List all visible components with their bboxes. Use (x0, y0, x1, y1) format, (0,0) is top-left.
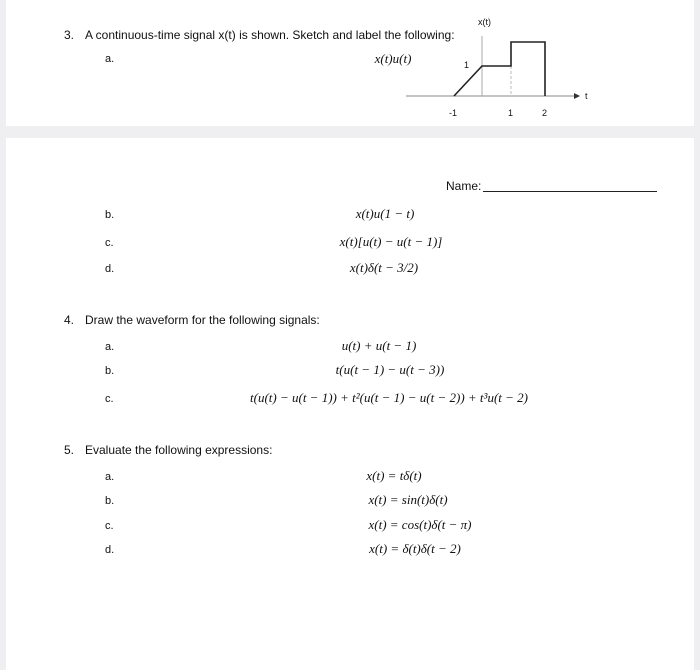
x-axis-arrow (574, 93, 580, 99)
graph-xtick-2: 2 (542, 108, 548, 118)
q4a-label: a. (105, 341, 115, 353)
q5-text: Evaluate the following expressions: (85, 443, 273, 457)
name-label: Name: (446, 179, 482, 193)
q4b-expression: t(u(t − 1) − u(t − 3)) (335, 362, 445, 377)
q3-number: 3. (64, 28, 75, 42)
q5-number: 5. (64, 443, 75, 457)
q5c-expression: x(t) = cos(t)δ(t − π) (368, 517, 472, 532)
q3b-expression: x(t)u(1 − t) (355, 206, 415, 221)
q5b-label: b. (105, 495, 115, 507)
q3c-label: c. (105, 237, 114, 249)
q4-number: 4. (64, 313, 75, 327)
graph-xtick-1: 1 (508, 108, 514, 118)
q3a-label: a. (105, 53, 115, 65)
q5d-label: d. (105, 544, 115, 556)
q5b-expression: x(t) = sin(t)δ(t) (368, 492, 448, 507)
graph-ytick: 1 (464, 60, 470, 70)
worksheet-page-2 (6, 138, 694, 670)
q3d-label: d. (105, 263, 115, 275)
signal-graph (6, 0, 694, 126)
q5a-expression: x(t) = tδ(t) (366, 468, 422, 483)
q4c-expression: t(u(t) − u(t − 1)) + t²(u(t − 1) − u(t − 2)) + t³u(t − 2) (250, 390, 528, 405)
q4c-label: c. (105, 393, 114, 405)
q3c-expression: x(t)[u(t) − u(t − 1)] (339, 234, 443, 249)
worksheet-page-1 (6, 0, 694, 126)
q3d-expression: x(t)δ(t − 3/2) (349, 260, 419, 275)
q3a-expression: x(t)u(t) (374, 51, 412, 66)
graph-xtick-neg1: -1 (449, 108, 458, 118)
q4-text: Draw the waveform for the following signals: (85, 313, 320, 327)
graph-xlabel: t (585, 91, 588, 101)
q5c-label: c. (105, 520, 114, 532)
graph-ylabel: x(t) (478, 17, 491, 27)
q5d-expression: x(t) = δ(t)δ(t − 2) (369, 541, 461, 556)
q3-text: A continuous-time signal x(t) is shown. Sketch and label the following: (85, 28, 455, 42)
q4a-expression: u(t) + u(t − 1) (341, 338, 417, 353)
q3b-label: b. (105, 209, 115, 221)
q4b-label: b. (105, 365, 115, 377)
name-line (483, 191, 657, 192)
q5a-label: a. (105, 471, 115, 483)
